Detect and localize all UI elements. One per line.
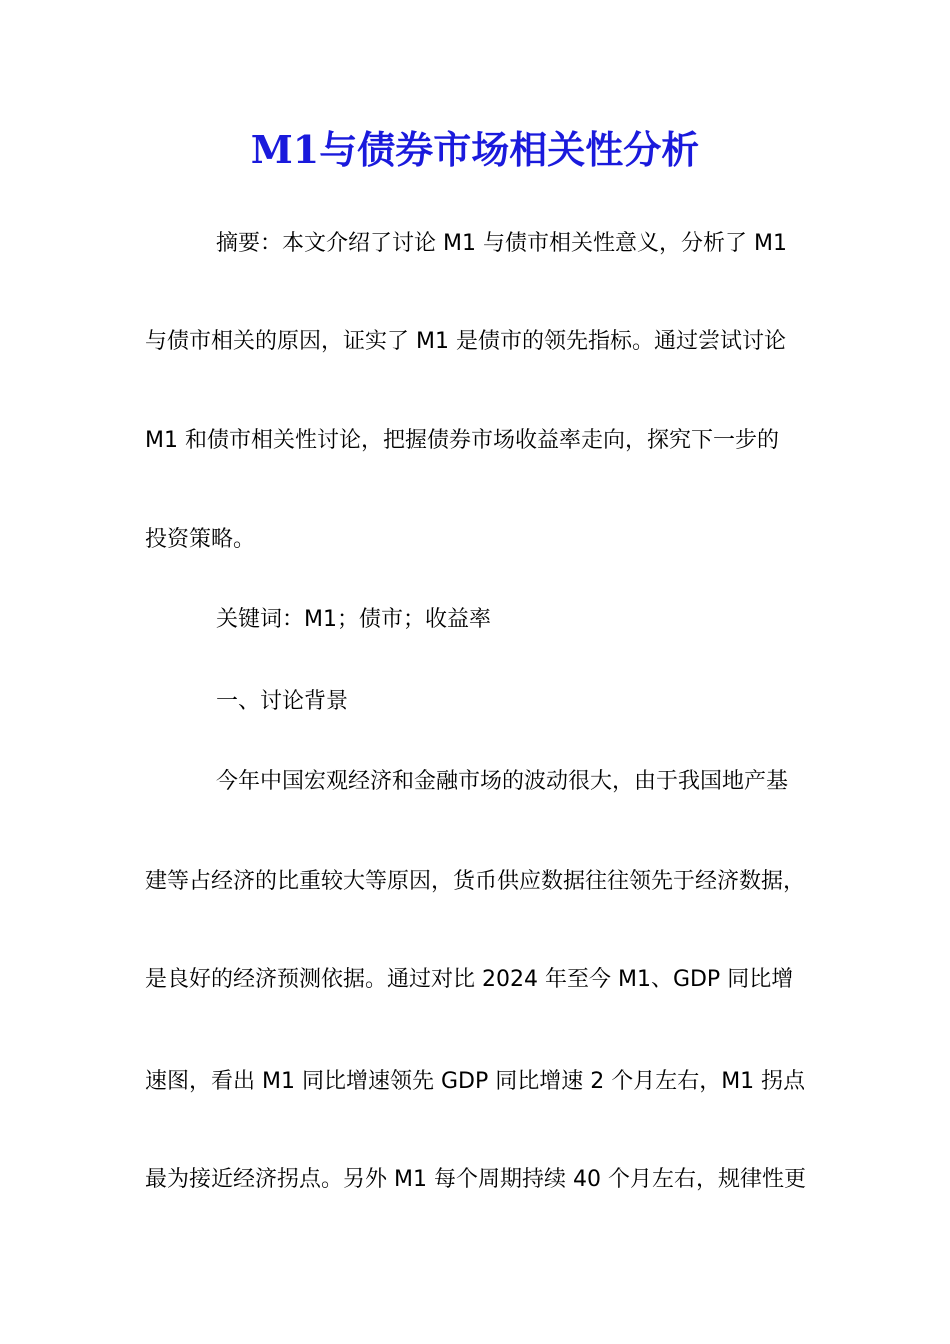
body-line-4: 速图，看出 M1 同比增速领先 GDP 同比增速 2 个月左右，M1 拐点 [145,1069,806,1094]
document-title: M1与债券市场相关性分析 [250,127,700,172]
keywords-line: 关键词：M1；债市；收益率 [216,607,491,632]
body-line-1: 今年中国宏观经济和金融市场的波动很大，由于我国地产基 [216,769,789,794]
body-line-5: 最为接近经济拐点。另外 M1 每个周期持续 40 个月左右，规律性更 [145,1167,806,1192]
abstract-line-4: 投资策略。 [145,527,256,552]
abstract-line-2: 与债市相关的原因，证实了 M1 是债市的领先指标。通过尝试讨论 [145,329,786,354]
abstract-line-3: M1 和债市相关性讨论，把握债券市场收益率走向，探究下一步的 [145,428,779,453]
section-heading-background: 一、讨论背景 [216,689,349,714]
body-line-3: 是良好的经济预测依据。通过对比 2024 年至今 M1、GDP 同比增 [145,967,794,992]
body-line-2: 建等占经济的比重较大等原因，货币供应数据往往领先于经济数据， [145,869,806,894]
abstract-line-1: 摘要：本文介绍了讨论 M1 与债市相关性意义，分析了 M1 [216,231,787,256]
